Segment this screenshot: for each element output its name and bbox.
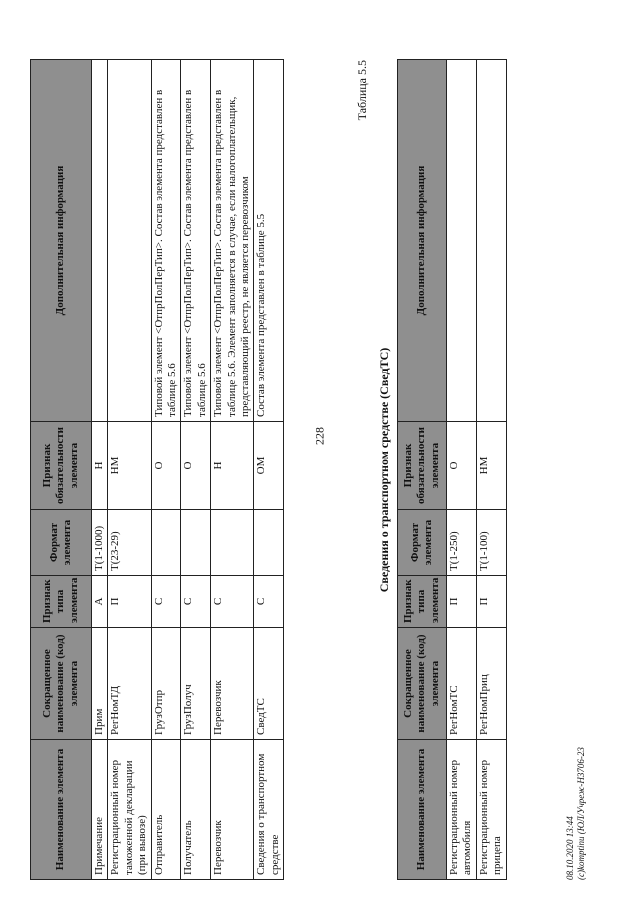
table-cell: Типовой элемент <ОтпрПолПерТип>. Состав элемента представлен в таблице 5.6 — [151, 60, 181, 422]
header-cell: Признак типа элемента — [31, 576, 92, 628]
header-cell: Наименование элемента — [31, 740, 92, 880]
table-cell: О — [447, 422, 477, 510]
table-cell — [92, 60, 108, 422]
table-row — [108, 60, 151, 880]
header-cell: Дополнительная информация — [31, 60, 92, 422]
table-cell: Типовой элемент <ОтпрПолПерТип>. Состав элемента представлен в таблице 5.6 — [181, 60, 211, 422]
header-cell: Формат элемента — [31, 510, 92, 576]
table-title: Сведения о транспортном средстве (СведТС) — [377, 347, 391, 593]
table-cell: T(1-100) — [476, 510, 506, 576]
table-cell: ОМ — [254, 422, 284, 510]
table-cell — [211, 510, 254, 576]
header-cell: Сокращенное наименование (код) элемента — [398, 628, 447, 740]
table-header-row — [398, 60, 447, 880]
table-row — [476, 60, 506, 880]
table-cell: Сведения о транспортном средстве — [254, 740, 284, 880]
table-cell: П — [476, 576, 506, 628]
table-cell: Перевозчик — [211, 740, 254, 880]
header-cell: Признак обязательности элемента — [398, 422, 447, 510]
table-cell — [476, 60, 506, 422]
table-cell: П — [447, 576, 477, 628]
header-cell: Признак обязательности элемента — [31, 422, 92, 510]
table-cell: Перевозчик — [211, 628, 254, 740]
header-cell: Признак типа элемента — [398, 576, 447, 628]
table-cell: Примечание — [92, 740, 108, 880]
stamp-source: (c)komptinu (ЮЛ/Учреж-Н3706-23 — [576, 747, 587, 880]
rotated-page-content — [30, 60, 610, 880]
table-cell: РегНомТД — [108, 628, 151, 740]
table-cell: Получатель — [181, 740, 211, 880]
table-cell: С — [254, 576, 284, 628]
table-cell: Состав элемента представлен в таблице 5.5 — [254, 60, 284, 422]
table-cell: Прим — [92, 628, 108, 740]
table-cell — [108, 60, 151, 422]
table-cell: РегНомПриц — [476, 628, 506, 740]
table-cell: НМ — [108, 422, 151, 510]
table-cell: О — [151, 422, 181, 510]
table-cell — [181, 510, 211, 576]
table-cell: Н — [92, 422, 108, 510]
stamp-date: 08.10.2020 13:44 — [565, 816, 575, 880]
table-header-row — [31, 60, 92, 880]
table-row — [92, 60, 108, 880]
print-stamp — [565, 747, 588, 880]
table-cell: С — [211, 576, 254, 628]
header-cell: Сокращенное наименование (код) элемента — [31, 628, 92, 740]
vehicle-info-table — [397, 59, 507, 880]
table-cell: T(23-29) — [108, 510, 151, 576]
table-row — [254, 60, 284, 880]
header-cell: Формат элемента — [398, 510, 447, 576]
table-row — [211, 60, 254, 880]
table-cell: П — [108, 576, 151, 628]
table-cell: Регистрационный номер прицепа — [476, 740, 506, 880]
table-row — [151, 60, 181, 880]
table-cell — [151, 510, 181, 576]
table-cell: РегНомТС — [447, 628, 477, 740]
elements-table — [30, 59, 284, 880]
table-row — [447, 60, 477, 880]
table-cell — [254, 510, 284, 576]
table-cell: СведТС — [254, 628, 284, 740]
header-cell: Наименование элемента — [398, 740, 447, 880]
table-label: Таблица 5.5 — [355, 60, 369, 121]
table-cell: Регистрационный номер автомобиля — [447, 740, 477, 880]
table-row — [181, 60, 211, 880]
table-cell: T(1-250) — [447, 510, 477, 576]
table-cell: НМ — [476, 422, 506, 510]
table-cell: А — [92, 576, 108, 628]
page-number: 228 — [312, 427, 327, 445]
table-cell: О — [181, 422, 211, 510]
table-cell: Отправитель — [151, 740, 181, 880]
table-cell: С — [181, 576, 211, 628]
table-cell: С — [151, 576, 181, 628]
table-cell: Регистрационный номер таможенной декларации (при вывозе) — [108, 740, 151, 880]
table-cell: Н — [211, 422, 254, 510]
table-cell: ГрузОтпр — [151, 628, 181, 740]
table-cell: ГрузПолуч — [181, 628, 211, 740]
table-cell: Типовой элемент <ОтпрПолПерТип>. Состав элемента представлен в таблице 5.6. Элемент заполняется в случае, если налогоплательщик, представляющий реестр, не является перевозчиком — [211, 60, 254, 422]
table-cell — [447, 60, 477, 422]
header-cell: Дополнительная информация — [398, 60, 447, 422]
table-cell: T(1-1000) — [92, 510, 108, 576]
